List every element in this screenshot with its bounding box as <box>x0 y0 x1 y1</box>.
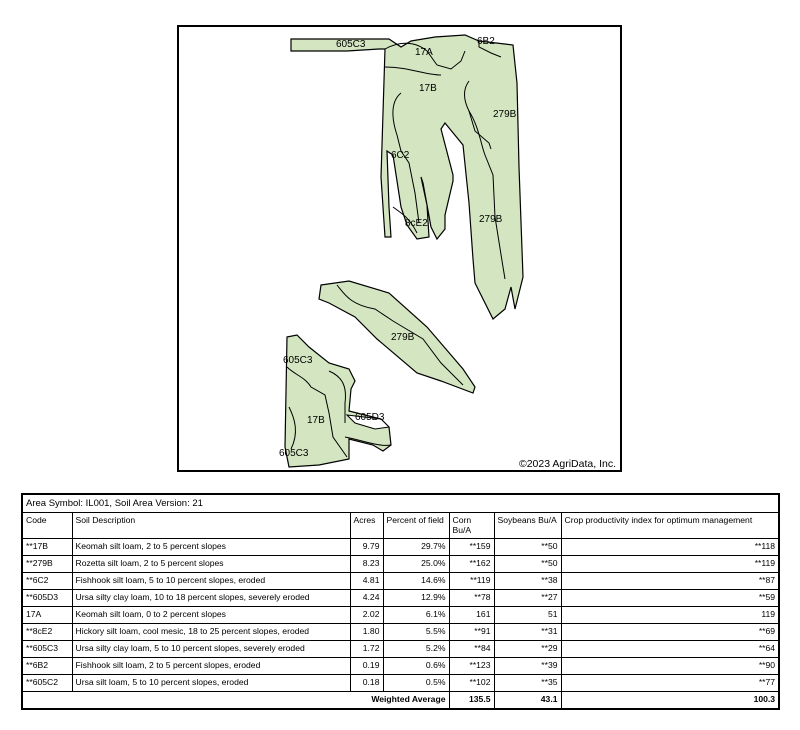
soil-table-container <box>21 493 778 710</box>
cell-code: **605D3 <box>22 590 72 607</box>
cell-soybeans: **39 <box>494 658 561 675</box>
header-corn: Corn Bu/A <box>449 513 494 539</box>
header-code: Code <box>22 513 72 539</box>
cell-acres: 9.79 <box>350 539 383 556</box>
cell-description: Rozetta silt loam, 2 to 5 percent slopes <box>72 556 350 573</box>
cell-description: Ursa silty clay loam, 10 to 18 percent slopes, severely eroded <box>72 590 350 607</box>
cell-soybeans: **29 <box>494 641 561 658</box>
cell-acres: 8.23 <box>350 556 383 573</box>
weighted-average-corn: 135.5 <box>449 692 494 710</box>
table-row <box>22 539 779 556</box>
cell-soybeans: **50 <box>494 539 561 556</box>
cell-description: Fishhook silt loam, 5 to 10 percent slopes, eroded <box>72 573 350 590</box>
cell-description: Ursa silty clay loam, 5 to 10 percent slopes, severely eroded <box>72 641 350 658</box>
copyright-notice: ©2023 AgriData, Inc. <box>518 458 616 470</box>
cell-code: **17B <box>22 539 72 556</box>
soil-label: 605C3 <box>279 448 309 459</box>
header-cpi: Crop productivity index for optimum management <box>561 513 779 539</box>
cell-corn: **91 <box>449 624 494 641</box>
cell-code: **8cE2 <box>22 624 72 641</box>
soil-label: 279B <box>391 332 415 343</box>
cell-acres: 2.02 <box>350 607 383 624</box>
cell-acres: 0.18 <box>350 675 383 692</box>
weighted-average-soybeans: 43.1 <box>494 692 561 710</box>
cell-soybeans: **31 <box>494 624 561 641</box>
cell-percent: 14.6% <box>383 573 449 590</box>
header-soybeans: Soybeans Bu/A <box>494 513 561 539</box>
cell-description: Keomah silt loam, 2 to 5 percent slopes <box>72 539 350 556</box>
header-description: Soil Description <box>72 513 350 539</box>
cell-code: **605C2 <box>22 675 72 692</box>
cell-soybeans: 51 <box>494 607 561 624</box>
cell-cpi: **118 <box>561 539 779 556</box>
cell-cpi: 119 <box>561 607 779 624</box>
cell-code: 17A <box>22 607 72 624</box>
cell-acres: 1.72 <box>350 641 383 658</box>
cell-corn: **84 <box>449 641 494 658</box>
table-row <box>22 573 779 590</box>
cell-cpi: **90 <box>561 658 779 675</box>
soil-label: 17A <box>415 47 433 58</box>
header-acres: Acres <box>350 513 383 539</box>
cell-soybeans: **35 <box>494 675 561 692</box>
cell-code: **279B <box>22 556 72 573</box>
weighted-average-row <box>22 692 779 710</box>
soil-label: 605D3 <box>355 412 385 423</box>
soil-label: 6B2 <box>477 36 495 47</box>
cell-corn: 161 <box>449 607 494 624</box>
cell-acres: 4.24 <box>350 590 383 607</box>
cell-percent: 6.1% <box>383 607 449 624</box>
cell-description: Keomah silt loam, 0 to 2 percent slopes <box>72 607 350 624</box>
soil-map-canvas <box>179 27 620 470</box>
table-row <box>22 658 779 675</box>
soil-label: 279B <box>479 214 503 225</box>
weighted-average-cpi: 100.3 <box>561 692 779 710</box>
cell-percent: 25.0% <box>383 556 449 573</box>
soil-label: 17B <box>307 415 325 426</box>
field-north[interactable] <box>291 35 523 319</box>
table-row <box>22 641 779 658</box>
soil-label: 8cE2 <box>405 218 428 229</box>
table-row <box>22 590 779 607</box>
cell-soybeans: **50 <box>494 556 561 573</box>
soil-label: 605C3 <box>336 39 366 50</box>
cell-percent: 29.7% <box>383 539 449 556</box>
cell-cpi: **64 <box>561 641 779 658</box>
cell-corn: **123 <box>449 658 494 675</box>
cell-cpi: **87 <box>561 573 779 590</box>
soil-map <box>177 25 622 472</box>
cell-cpi: **77 <box>561 675 779 692</box>
cell-description: Hickory silt loam, cool mesic, 18 to 25 percent slopes, eroded <box>72 624 350 641</box>
soil-label: 6C2 <box>391 150 410 161</box>
soil-label: 605C3 <box>283 355 313 366</box>
cell-corn: **102 <box>449 675 494 692</box>
cell-soybeans: **27 <box>494 590 561 607</box>
cell-description: Ursa silt loam, 5 to 10 percent slopes, eroded <box>72 675 350 692</box>
cell-cpi: **119 <box>561 556 779 573</box>
cell-code: **605C3 <box>22 641 72 658</box>
cell-acres: 0.19 <box>350 658 383 675</box>
cell-acres: 1.80 <box>350 624 383 641</box>
cell-percent: 5.5% <box>383 624 449 641</box>
cell-percent: 12.9% <box>383 590 449 607</box>
soil-label: 279B <box>493 109 517 120</box>
table-row <box>22 607 779 624</box>
cell-corn: **78 <box>449 590 494 607</box>
weighted-average-label: Weighted Average <box>22 692 449 710</box>
table-row <box>22 624 779 641</box>
cell-code: **6C2 <box>22 573 72 590</box>
cell-percent: 0.6% <box>383 658 449 675</box>
cell-cpi: **69 <box>561 624 779 641</box>
cell-cpi: **59 <box>561 590 779 607</box>
cell-percent: 0.5% <box>383 675 449 692</box>
soil-table <box>21 493 780 710</box>
header-percent: Percent of field <box>383 513 449 539</box>
cell-acres: 4.81 <box>350 573 383 590</box>
cell-corn: **162 <box>449 556 494 573</box>
cell-code: **6B2 <box>22 658 72 675</box>
soil-label: 17B <box>419 83 437 94</box>
cell-percent: 5.2% <box>383 641 449 658</box>
cell-corn: **119 <box>449 573 494 590</box>
area-symbol: Area Symbol: IL001, Soil Area Version: 21 <box>22 494 779 513</box>
cell-description: Fishhook silt loam, 2 to 5 percent slopes, eroded <box>72 658 350 675</box>
cell-soybeans: **38 <box>494 573 561 590</box>
table-row <box>22 556 779 573</box>
cell-corn: **159 <box>449 539 494 556</box>
table-row <box>22 675 779 692</box>
